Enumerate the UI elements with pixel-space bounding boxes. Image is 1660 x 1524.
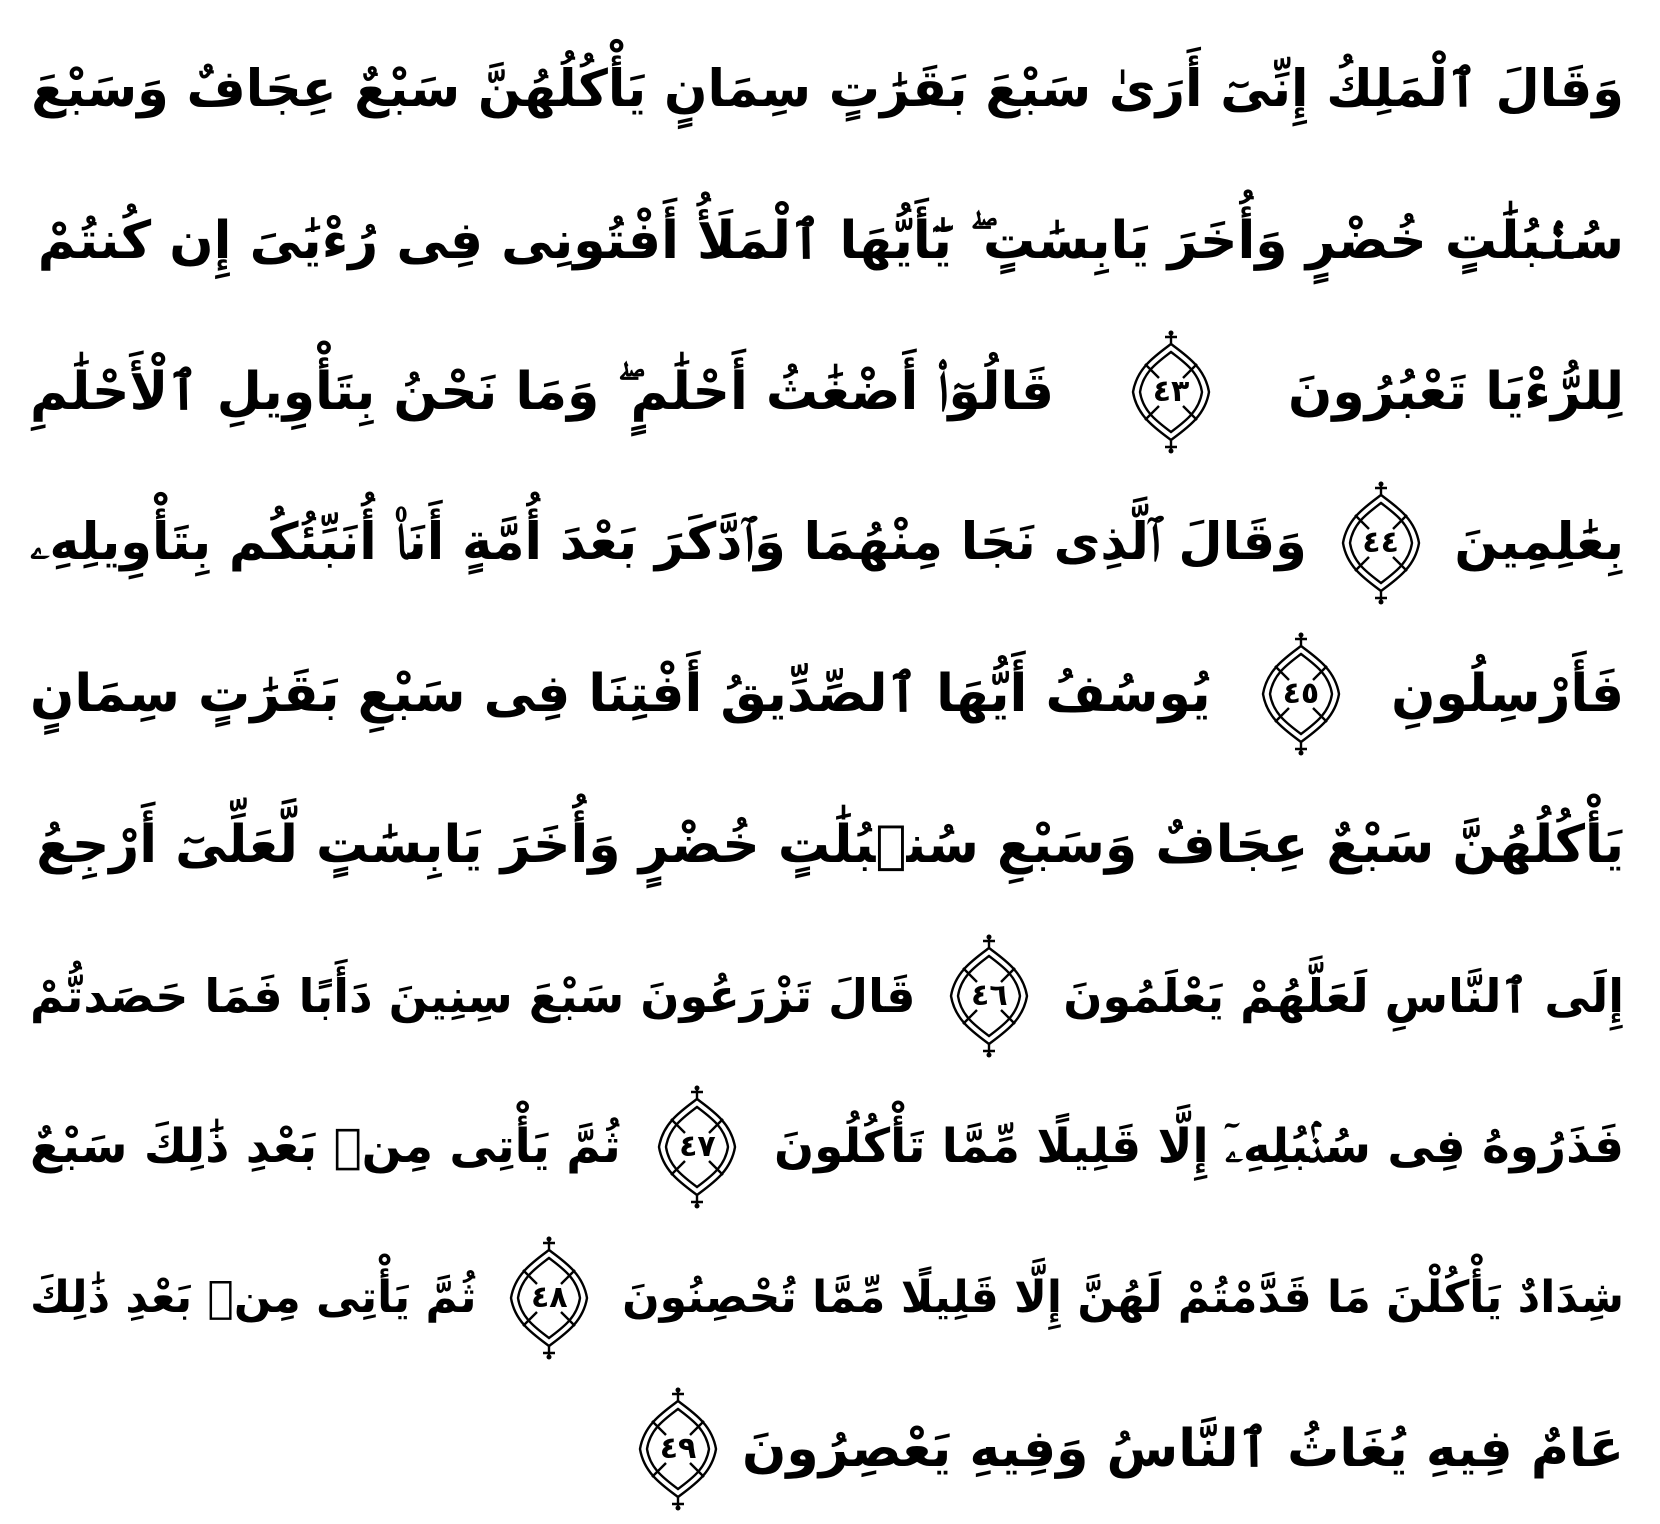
text-line bbox=[30, 769, 1624, 920]
verse-text: سُنۢبُلَٰتٍ خُضْرٍ وَأُخَرَ يَابِسَٰتٍ ۖ يَٰٓأَيُّهَا ٱلْمَلَأُ أَفْتُونِى فِى رُءْيَٰىَ إِن كُنتُمْ bbox=[37, 210, 1624, 271]
verse-text: يُوسُفُ أَيُّهَا ٱلصِّدِّيقُ أَفْتِنَا فِى سَبْعِ بَقَرَٰتٍ سِمَانٍ bbox=[30, 663, 1211, 724]
verse-text: وَقَالَ ٱلْمَلِكُ إِنِّىٓ أَرَىٰ سَبْعَ بَقَرَٰتٍ سِمَانٍ يَأْكُلُهُنَّ سَبْعٌ عِجَافٌ وَسَبْعَ bbox=[31, 60, 1624, 119]
verse-text: فَذَرُوهُ فِى سُنۢبُلِهِۦٓ إِلَّا قَلِيلًا مِّمَّا تَأْكُلُونَ bbox=[773, 1119, 1624, 1174]
text-line bbox=[30, 1222, 1624, 1373]
verse-end-marker bbox=[651, 1085, 743, 1209]
verse-number: ٤٩ bbox=[659, 1430, 697, 1466]
text-line bbox=[30, 920, 1624, 1071]
text-line bbox=[30, 14, 1624, 165]
text-line bbox=[30, 618, 1624, 769]
verse-end-marker bbox=[1335, 481, 1427, 605]
verse-text: قَالَ تَزْرَعُونَ سَبْعَ سِنِينَ دَأَبًا فَمَا حَصَدتُّمْ bbox=[30, 968, 916, 1023]
verse-number: ٤٤ bbox=[1362, 524, 1399, 560]
text-line bbox=[30, 467, 1624, 618]
verse-text: ثُمَّ يَأْتِى مِنۢ بَعْدِ ذَٰلِكَ سَبْعٌ bbox=[30, 1119, 621, 1174]
verse-text: يَأْكُلُهُنَّ سَبْعٌ عِجَافٌ وَسَبْعِ سُنۢبُلَٰتٍ خُضْرٍ وَأُخَرَ يَابِسَٰتٍ لَّعَلِّىٓ أَرْجِعُ bbox=[36, 814, 1624, 875]
verse-text: قَالُوٓا۟ أَضْغَٰثُ أَحْلَٰمٍ ۖ وَمَا نَحْنُ بِتَأْوِيلِ ٱلْأَحْلَٰمِ bbox=[30, 361, 1055, 422]
verse-text: شِدَادٌ يَأْكُلْنَ مَا قَدَّمْتُمْ لَهُنَّ إِلَّا قَلِيلًا مِّمَّا تُحْصِنُونَ bbox=[622, 1271, 1624, 1323]
verse-number: ٤٨ bbox=[530, 1279, 568, 1315]
verse-text: عَامٌ فِيهِ يُغَاثُ ٱلنَّاسُ وَفِيهِ يَعْصِرُونَ bbox=[742, 1418, 1624, 1479]
verse-text: بِعَٰلِمِينَ bbox=[1454, 513, 1624, 572]
text-line bbox=[30, 165, 1624, 316]
verse-text: لِلرُّءْيَا تَعْبُرُونَ bbox=[1288, 361, 1624, 422]
verse-number: ٤٧ bbox=[679, 1128, 716, 1164]
verse-end-marker bbox=[943, 934, 1035, 1058]
text-line bbox=[30, 1071, 1624, 1222]
verse-text: فَأَرْسِلُونِ bbox=[1391, 663, 1624, 724]
verse-number: ٤٥ bbox=[1282, 675, 1320, 711]
verse-text: وَقَالَ ٱلَّذِى نَجَا مِنْهُمَا وَٱدَّكَرَ بَعْدَ أُمَّةٍ أَنَا۠ أُنَبِّئُكُم بِتَأْوِيلِهِۦ bbox=[30, 513, 1307, 572]
verse-text: ثُمَّ يَأْتِى مِنۢ بَعْدِ ذَٰلِكَ bbox=[30, 1271, 477, 1323]
verse-text: إِلَى ٱلنَّاسِ لَعَلَّهُمْ يَعْلَمُونَ bbox=[1063, 968, 1624, 1023]
verse-end-marker bbox=[503, 1236, 595, 1360]
verse-end-marker bbox=[1125, 330, 1217, 454]
verse-end-marker bbox=[632, 1387, 724, 1511]
verse-end-marker bbox=[1255, 632, 1347, 756]
verse-number: ٤٣ bbox=[1152, 373, 1190, 409]
verse-number: ٤٦ bbox=[971, 977, 1008, 1013]
text-line bbox=[30, 1373, 1624, 1524]
text-line bbox=[30, 316, 1624, 467]
